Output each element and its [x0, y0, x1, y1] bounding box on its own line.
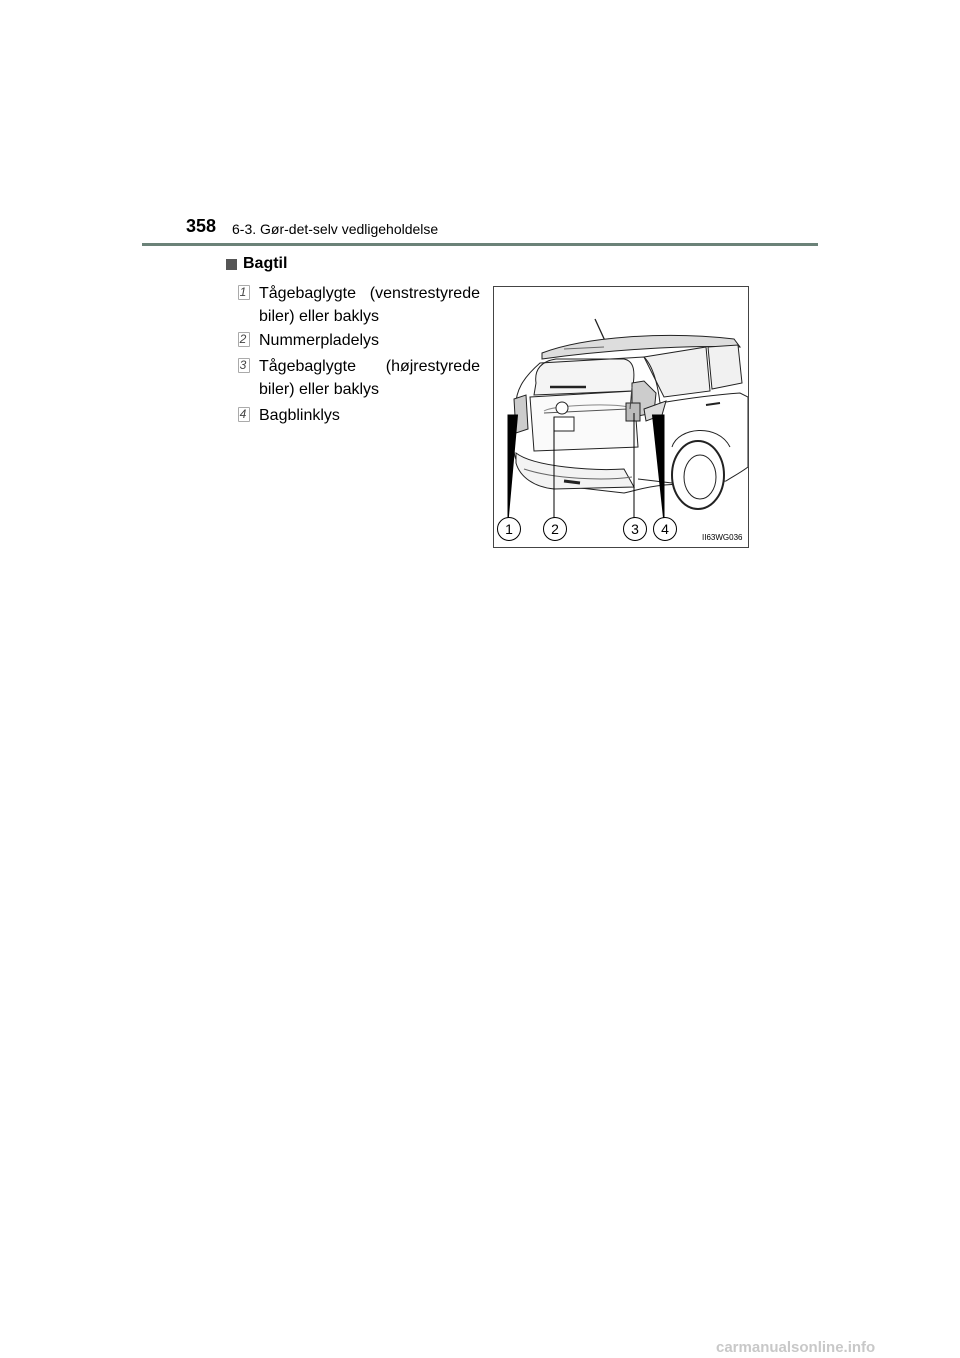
- list-item: [236, 404, 480, 427]
- item-text: Tågebaglygte (højrestyrede biler) eller baklys: [259, 358, 480, 398]
- item-number-badge: 2: [236, 332, 250, 347]
- item-text: Bagblinklys: [259, 407, 340, 424]
- callout-2: 2: [543, 517, 567, 541]
- figure-code: II63WG036: [702, 533, 743, 542]
- subsection-heading: [226, 254, 287, 274]
- item-number-badge: 3: [236, 358, 250, 373]
- callout-3: 3: [623, 517, 647, 541]
- item-number-badge: 1: [236, 285, 250, 300]
- footer-watermark: carmanualsonline.info: [716, 1339, 876, 1356]
- item-text: Tågebaglygte (venstrestyrede biler) eller baklys: [259, 285, 480, 325]
- list-item: [236, 282, 480, 328]
- header-rule: [142, 243, 818, 246]
- list-item: [236, 355, 480, 401]
- page-number: 358: [186, 216, 217, 236]
- car-rear-drawing: [494, 287, 749, 548]
- callout-4: 4: [653, 517, 677, 541]
- callout-1: 1: [497, 517, 521, 541]
- section-title: 6-3. Gør-det-selv vedligeholdelse: [232, 221, 439, 237]
- bullet-square-icon: [226, 259, 237, 270]
- list-item: [236, 329, 480, 352]
- subsection-heading-text: Bagtil: [243, 255, 288, 272]
- item-number-badge: 4: [236, 407, 250, 422]
- item-text: Nummerpladelys: [259, 332, 380, 349]
- car-rear-illustration: [493, 286, 749, 548]
